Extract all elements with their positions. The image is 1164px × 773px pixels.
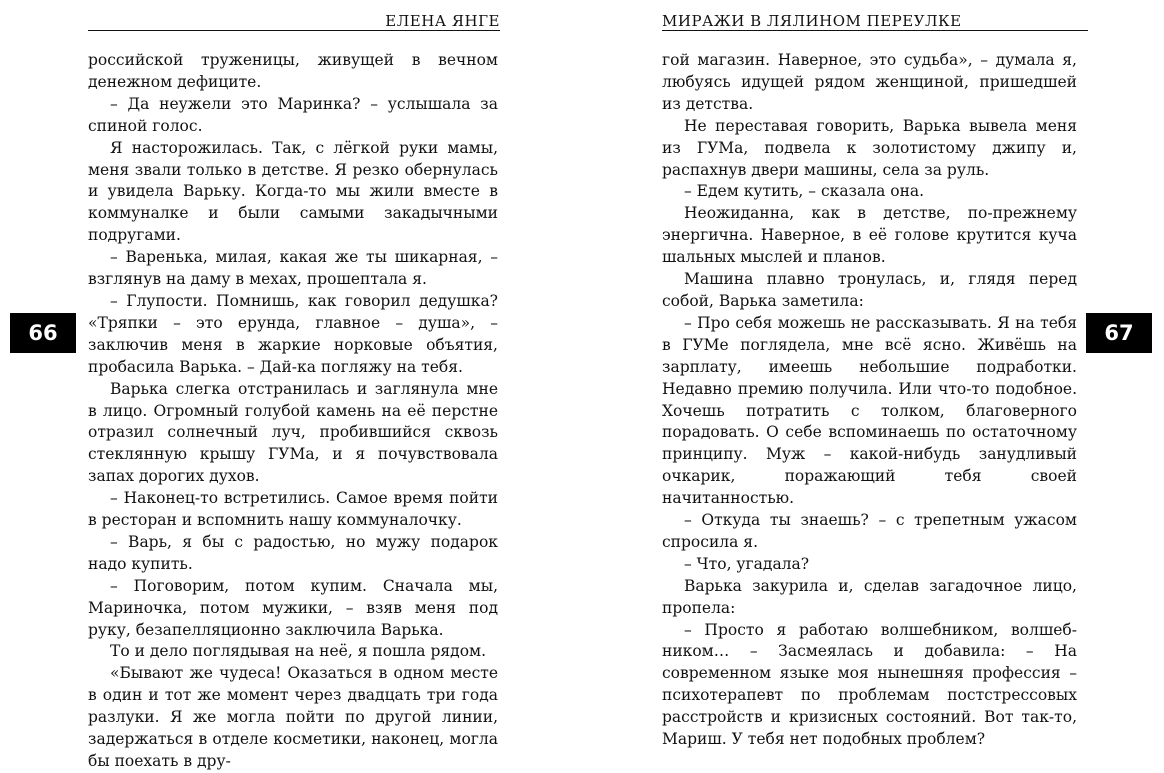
paragraph: Варька слегка отстранилась и заглянула мне в лицо. Огромный голубой камень на её перстне отразил солнечный луч, пробившийся сквозь стеклянную крышу ГУМа, и я почувствовала запах дорогих духов.: [88, 379, 498, 486]
paragraph: – Просто я работаю волшебником, волшеб-ником… – Засмеялась и добавила: – На современном языке моя нынешняя профессия – психотерапевт по проблемам постстрессовых расстройств и кризисных состояний. Вот так-то, Мариш. У тебя нет подобных проблем?: [662, 620, 1077, 749]
paragraph: Я насторожилась. Так, с лёгкой руки мамы, меня звали только в детстве. Я резко обернулась и увидела Варьку. Когда-то мы жили вместе в коммуналке и были самыми закадычными подругами.: [88, 138, 498, 245]
right-page-text: [662, 50, 1077, 751]
paragraph: «Бывают же чудеса! Оказаться в одном месте в один и тот же момент через двадцать три года разлуки. Я же могла пойти по другой линии, задержаться в отделе косметики, наконец, могла бы поехать в дру-: [88, 664, 498, 770]
running-head-title: МИРАЖИ В ЛЯЛИНОМ ПЕРЕУЛКЕ: [662, 12, 962, 30]
left-page: [0, 0, 582, 770]
paragraph: гой магазин. Наверное, это судьба», – думала я, любуясь идущей рядом женщиной, пришедшей из детства.: [662, 51, 1077, 113]
paragraph: – Что, угадала?: [684, 554, 810, 573]
right-page: [582, 0, 1164, 749]
paragraph: – Поговорим, потом купим. Сначала мы, Мариночка, потом мужики, – взяв меня под руку, безапелляционно заключила Варька.: [88, 576, 498, 639]
page-number-badge: 66: [10, 313, 76, 353]
paragraph: – Едем кутить, – сказала она.: [684, 182, 925, 201]
paragraph: Не переставая говорить, Варька вывела меня из ГУМа, подвела к золотистому джипу и, распахнув двери машины, села за руль.: [662, 116, 1077, 179]
paragraph: То и дело поглядывая на неё, я пошла рядом.: [110, 642, 487, 661]
paragraph: Неожиданна, как в детстве, по-прежнему энергична. Наверное, в её голове крутится куча шальных мыслей и планов.: [662, 204, 1077, 267]
paragraph: – Про себя можешь не рассказывать. Я на тебя в ГУМе поглядела, мне всё ясно. Живёшь на зарплату, имеешь небольшие подработки. Недавно премию получила. Или что-то подобное. Хочешь потратить с толком, благоверного порадовать. О себе вспоминаешь по остаточному принципу. Муж – какой-нибудь занудливый очкарик, поражающий тебя своей начитанностью.: [662, 313, 1077, 508]
paragraph: – Глупости. Помнишь, как говорил дедушка? «Тряпки – это ерунда, главное – душа», – заключив меня в жаркие норковые объятия, пробасила Варька. – Дай-ка погляжу на тебя.: [88, 291, 498, 376]
paragraph: российской труженицы, живущей в вечном денежном дефиците.: [88, 51, 498, 91]
header-rule: [662, 30, 1088, 31]
paragraph: Машина плавно тронулась, и, глядя перед собой, Варька заметила:: [662, 270, 1077, 310]
paragraph: – Варь, я бы с радостью, но мужу подарок надо купить.: [88, 532, 498, 573]
paragraph: – Да неужели это Маринка? – услышала за спиной голос.: [88, 94, 498, 135]
paragraph: – Откуда ты знаешь? – с трепетным ужасом спросила я.: [662, 511, 1077, 551]
paragraph: Варька закурила и, сделав загадочное лицо, пропела:: [662, 576, 1077, 617]
running-head-author: ЕЛЕНА ЯНГЕ: [385, 12, 500, 30]
page-number-badge: 67: [1086, 313, 1152, 353]
paragraph: – Наконец-то встретились. Самое время пойти в ресторан и вспомнить нашу коммуналочку.: [88, 489, 498, 530]
paragraph: – Варенька, милая, какая же ты шикарная, – взглянув на даму в мехах, прошептала я.: [88, 248, 498, 289]
header-rule: [88, 30, 500, 31]
left-page-text: [88, 50, 498, 773]
